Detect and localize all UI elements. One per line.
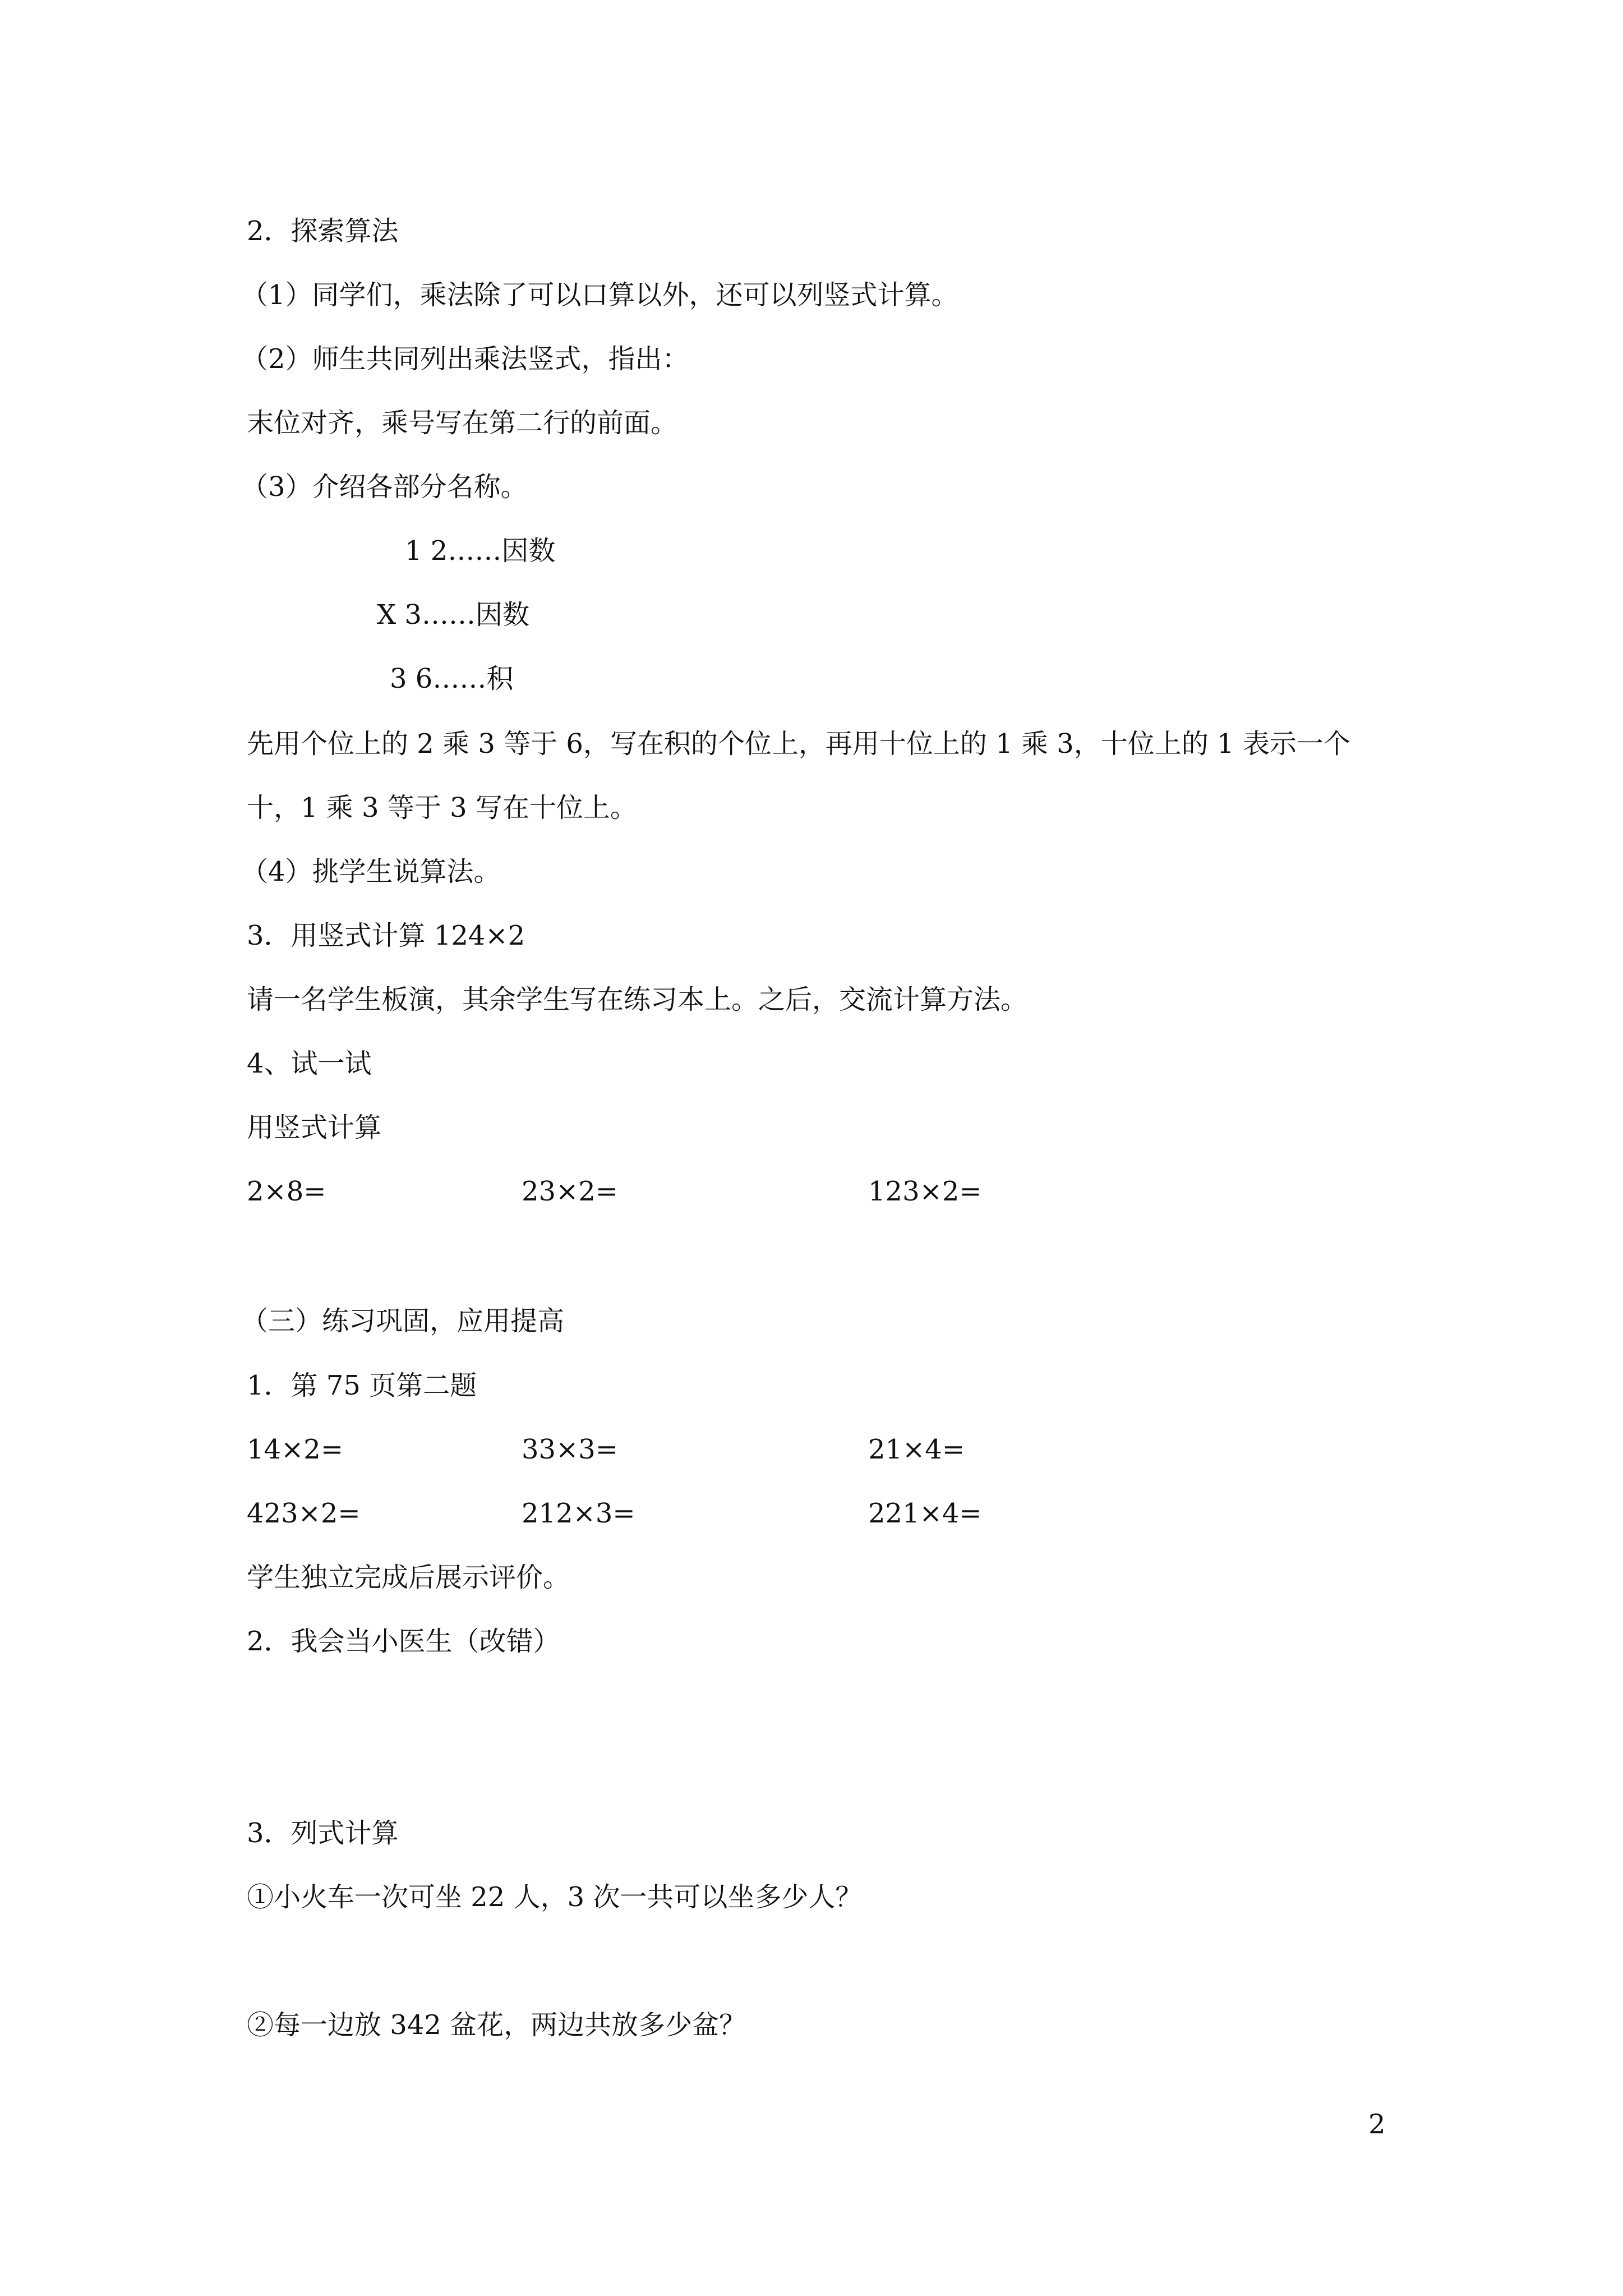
try-expression-2: 23×2= [522,1176,619,1207]
try-expression-3: 123×2= [868,1176,982,1207]
paragraph-explanation-line-2: 十，1 乘 3 等于 3 写在十位上。 [247,792,637,823]
exercise-row1-item2: 33×3= [522,1434,619,1465]
paragraph-step-4: （4）挑学生说算法。 [241,856,501,887]
question-3-item-a: ①小火车一次可坐 22 人，3 次一共可以坐多少人？ [247,1881,863,1913]
exercise-row2-item3: 221×4= [868,1498,982,1529]
section-title-try-it: 4、试一试 [247,1048,372,1079]
try-expression-1: 2×8= [247,1176,326,1207]
paragraph-explanation-line-1: 先用个位上的 2 乘 3 等于 6，写在积的个位上，再用十位上的 1 乘 3，十位上的 1 表示一个 [247,728,1350,760]
question-3-item-b: ②每一边放 342 盆花，两边共放多少盆？ [247,2009,746,2041]
exercise-row1-item1: 14×2= [247,1434,344,1465]
paragraph-self-evaluation: 学生独立完成后展示评价。 [247,1562,570,1593]
question-2-title: 2．我会当小医生（改错） [247,1626,560,1657]
exercise-row1-item3: 21×4= [868,1434,965,1465]
paragraph-vertical-calc: 用竖式计算 [247,1112,382,1143]
section-title-practice: （三）练习巩固，应用提高 [241,1305,565,1337]
vertical-calc-row-2: X 3……因数 [377,599,529,631]
exercise-row2-item1: 423×2= [247,1498,361,1529]
section-title-explore-algorithm: 2．探索算法 [247,215,399,247]
paragraph-step-2: （2）师生共同列出乘法竖式，指出： [241,343,689,375]
exercise-row2-item2: 212×3= [522,1498,635,1529]
vertical-calc-row-1: 1 2……因数 [405,535,556,567]
section-title-vertical-124x2: 3．用竖式计算 124×2 [247,920,525,951]
question-1-title: 1．第 75 页第二题 [247,1370,477,1401]
paragraph-alignment-rule: 末位对齐，乘号写在第二行的前面。 [247,407,678,439]
vertical-calc-row-3: 3 6……积 [390,663,514,694]
paragraph-step-3: （3）介绍各部分名称。 [241,471,528,503]
paragraph-step-1: （1）同学们，乘法除了可以口算以外，还可以列竖式计算。 [241,279,958,311]
paragraph-board-demo: 请一名学生板演，其余学生写在练习本上。之后，交流计算方法。 [247,984,1028,1015]
question-3-title: 3．列式计算 [247,1818,399,1849]
page-number: 2 [1368,2109,1386,2140]
